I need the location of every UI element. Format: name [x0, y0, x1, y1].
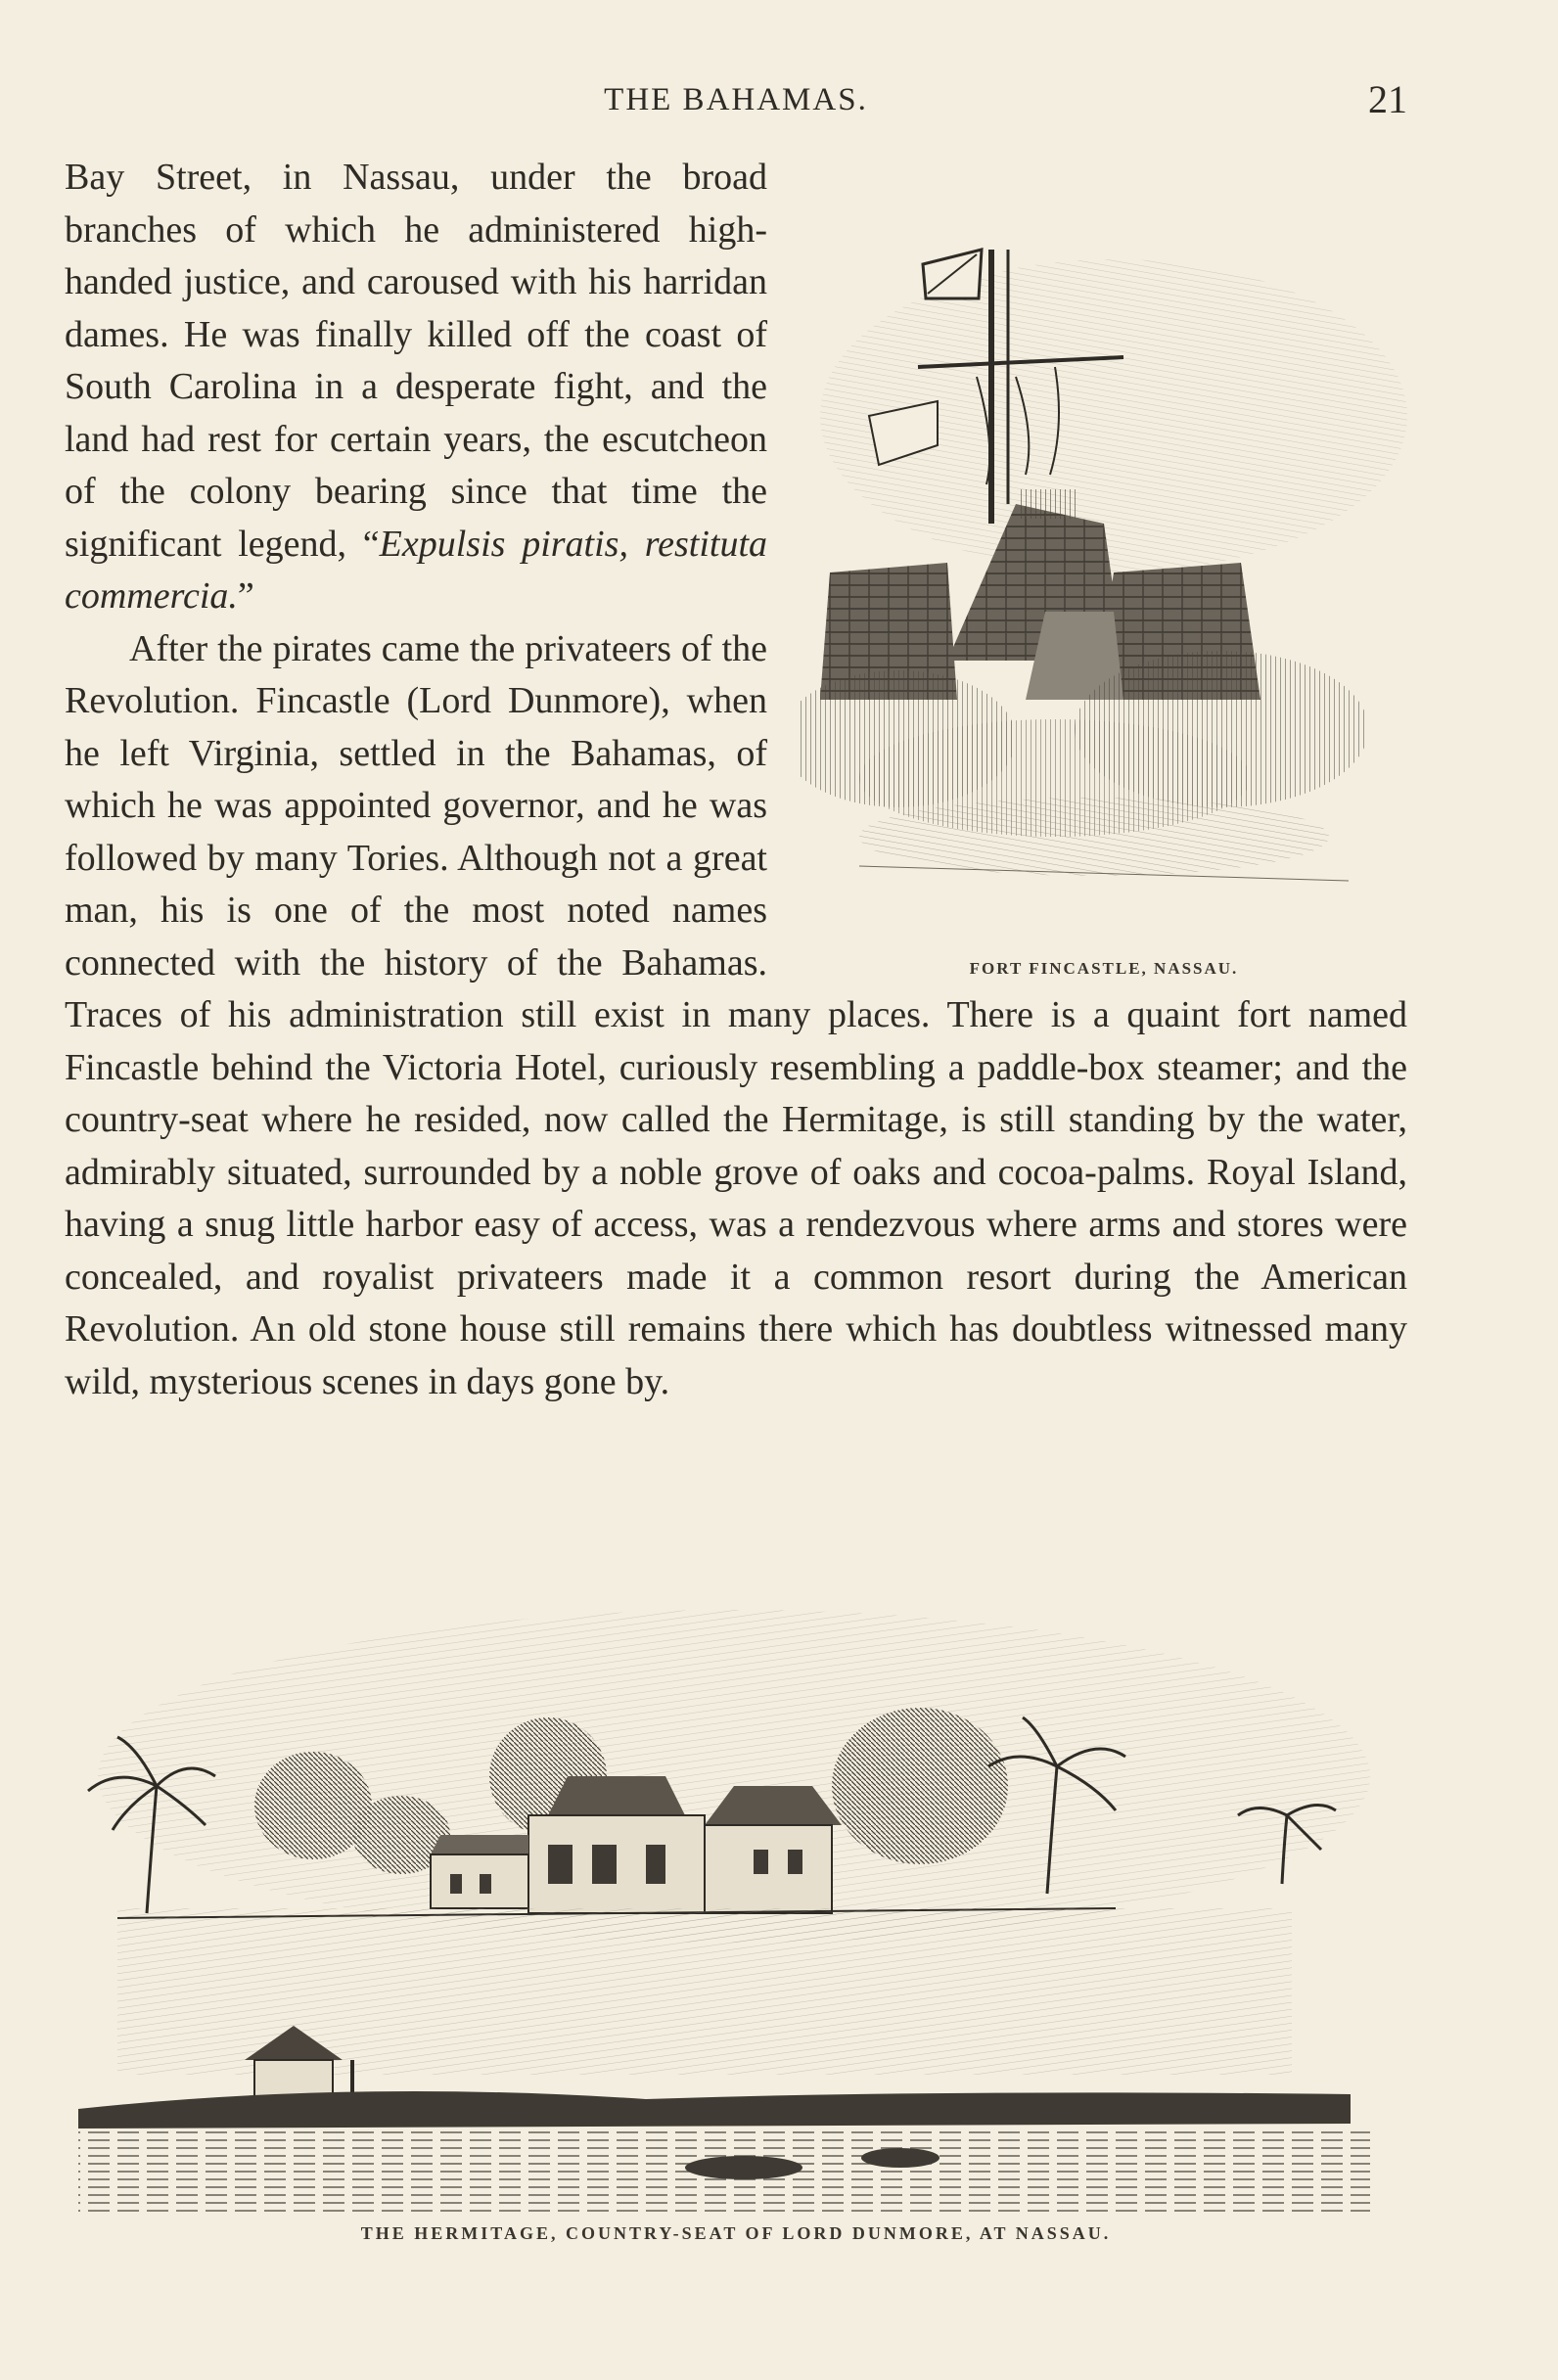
closing-quote: ”	[237, 575, 254, 617]
running-head: THE BAHAMAS.	[604, 82, 868, 117]
fort-caption: FORT FINCASTLE, NASSAU.	[969, 959, 1239, 978]
hermitage-illustration	[59, 1580, 1409, 2246]
fort-fincastle-illustration	[801, 152, 1407, 979]
fort-engraving	[801, 152, 1407, 979]
hermitage-engraving	[59, 1580, 1409, 2246]
page-number: 21	[1368, 77, 1407, 121]
latin-legend: Expulsis piratis, restituta commercia.	[65, 523, 767, 617]
paragraph-1-text: Bay Street, in Nassau, under the broad branches of which he administered high-handed justice, and caroused with his harridan dames. He was finally killed off the coast of South Carolina in a desperate fight, and the land had rest for certain years, the escutcheon of the colony bearing since that time the significant legend, “	[65, 157, 767, 565]
page-header	[65, 76, 1407, 125]
hermitage-caption: THE HERMITAGE, COUNTRY-SEAT OF LORD DUNMORE, AT NASSAU.	[360, 2223, 1112, 2243]
paragraph-2: After the pirates came the privateers of the Revolution. Fincastle (Lord Dunmore), when he left Virginia, settled in the Bahamas, of which he was appointed governor, and he was followed by many Tories. Although not a great man, his is one of the most noted names connected with the history of the Bahamas. Traces of his administration still exist in many places. There is a quaint fort named Fincastle behind the Victoria Hotel, curiously resembling a paddle-box steamer; and the country-seat where he resided, now called the Hermitage, is still standing by the water, admirably situated, surrounded by a noble grove of oaks and cocoa-palms. Royal Island, having a snug little harbor easy of access, was a rendezvous where arms and stores were concealed, and royalist privateers made it a common resort during the American Revolution. An old stone house still remains there which has doubtless witnessed many wild, mysterious scenes in days gone by.	[65, 627, 1407, 1402]
body-text	[65, 152, 1407, 1408]
